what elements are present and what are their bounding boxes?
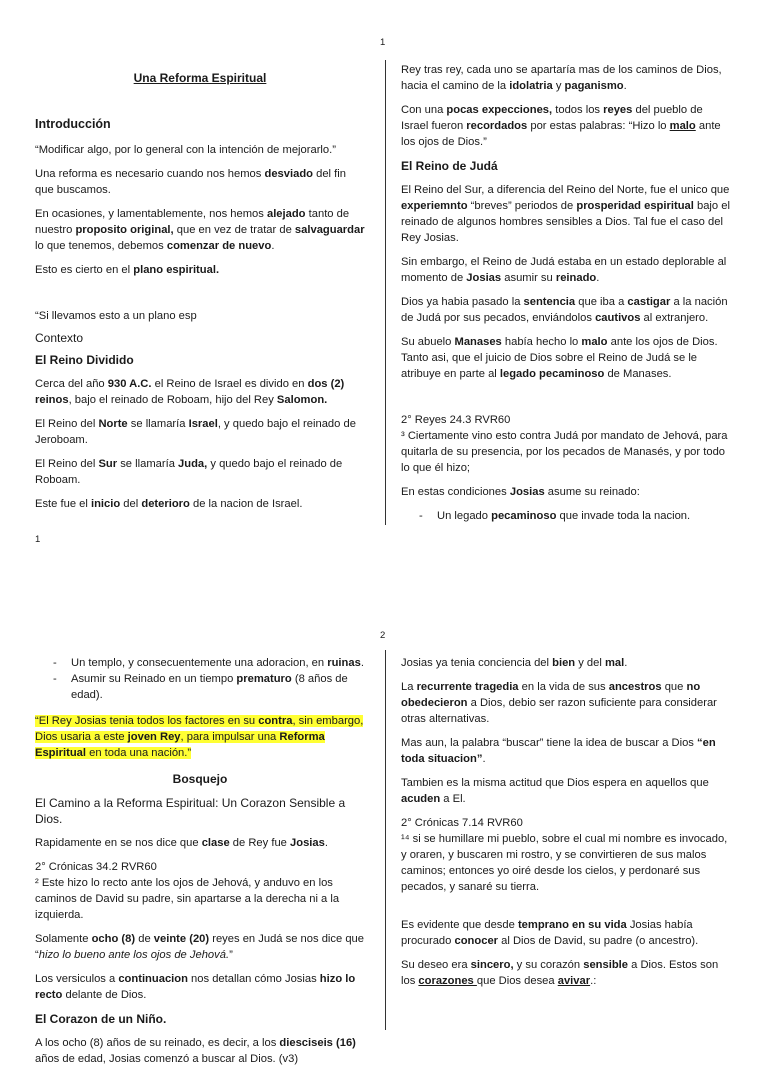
scripture-verse: ³ Ciertamente vino esto contra Judá por mandato de Jehová, para quitarla de su presencia, por los pecados de Manasés, y por todo lo que él hizo; [401, 430, 728, 474]
list-item: - Un legado pecaminoso que invade toda la nacion. [437, 508, 731, 524]
page-gap [0, 590, 768, 620]
scripture-verse: ¹⁴ si se humillare mi pueblo, sobre el cual mi nombre es invocado, y oraren, y buscaren mi rostro, y se convirtieren de sus malos caminos; entonces yo oiré desde los cielos, y perdonaré sus pecados, y sanaré su tierra. [401, 833, 728, 893]
bullet-list [401, 508, 731, 524]
paragraph: En ocasiones, y lamentablemente, nos hemos alejado tanto de nuestro proposito original, que en vez de tratar de salvaguardar lo que tenemos, debemos comenzar de nuevo. [35, 208, 365, 252]
paragraph: Este fue el inicio del deterioro de la nacion de Israel. [35, 498, 303, 510]
paragraph: Josias ya tenia conciencia del bien y del mal. [401, 657, 628, 669]
document-title: Una Reforma Espiritual [133, 71, 267, 85]
paragraph: En estas condiciones Josias asume su reinado: [401, 486, 640, 498]
column-divider [385, 650, 386, 1030]
paragraph: Sin embargo, el Reino de Judá estaba en un estado deplorable al momento de Josias asumir su reinado. [401, 256, 727, 284]
section-heading: El Camino a la Reforma Espiritual: Un Corazon Sensible a Dios. [35, 796, 346, 826]
kingdom-of-judah-heading: El Reino de Judá [401, 159, 498, 173]
scripture-verse: ² Este hizo lo recto ante los ojos de Jehová, y anduvo en los caminos de David su padre, sin apartarse a la derecha ni a la izquierda. [35, 877, 340, 921]
page-number-bottom: 1 [35, 534, 41, 545]
right-column [401, 62, 731, 532]
paragraph: Rapidamente en se nos dice que clase de Rey fue Josias. [35, 837, 328, 849]
paragraph: La recurrente tragedia en la vida de sus ancestros que no obedecieron a Dios, debio ser razon suficiente para considerar otras alternativas. [401, 681, 717, 725]
scripture-reference: 2° Crónicas 7.14 RVR60 [401, 817, 523, 829]
divided-kingdom-heading: El Reino Dividido [35, 353, 134, 367]
paragraph: Solamente ocho (8) de veinte (20) reyes en Judá se nos dice que “hizo lo bueno ante los ojos de Jehová.” [35, 933, 364, 961]
paragraph: El Reino del Sur se llamaría Juda, y quedo bajo el reinado de Roboam. [35, 458, 343, 486]
definition-quote: “Modificar algo, por lo general con la intención de mejorarlo.” [35, 144, 336, 156]
list-item: - Asumir su Reinado en un tiempo prematuro (8 años de edad). [71, 671, 365, 703]
paragraph: Con una pocas expecciones, todos los reyes del pueblo de Israel fueron recordados por estas palabras: “Hizo lo malo ante los ojos de Dios.” [401, 104, 721, 148]
paragraph: Tambien es la misma actitud que Dios espera en aquellos que acuden a El. [401, 777, 709, 805]
paragraph: Su abuelo Manases había hecho lo malo ante los ojos de Dios. Tanto asi, que el juicio de Dios sobre el Reino de Judá se le atribuye en parte al legado pecaminoso de Manases. [401, 336, 718, 380]
bullet-list [35, 655, 365, 703]
paragraph: “Si llevamos esto a un plano esp [35, 310, 197, 322]
paragraph: Los versiculos a continuacion nos detallan cómo Josias hizo lo recto delante de Dios. [35, 973, 356, 1001]
page-2 [0, 620, 768, 1065]
context-heading: Contexto [35, 331, 84, 345]
scripture-reference: 2° Reyes 24.3 RVR60 [401, 414, 511, 426]
childs-heart-heading: El Corazon de un Niño. [35, 1012, 167, 1026]
paragraph: Esto es cierto en el plano espiritual. [35, 264, 220, 276]
paragraph: Su deseo era sincero, y su corazón sensible a Dios. Estos son los corazones que Dios desea avivar.: [401, 959, 719, 987]
right-column [401, 655, 731, 997]
highlighted-quote: “El Rey Josias tenia todos los factores en su contra, sin embargo, Dios usaria a este joven Rey, para impulsar una Reforma Espiritual en toda una nación.” [35, 715, 364, 759]
left-column [35, 70, 365, 520]
paragraph: El Reino del Sur, a diferencia del Reino del Norte, fue el unico que experiemnto “breves” periodos de prosperidad espiritual bajo el reinado de algunos hombres sensibles a Dios. Tal fue el caso del Rey Josias. [401, 184, 730, 244]
paragraph: A los ocho (8) años de su reinado, es decir, a los diesciseis (16) años de edad, Josias comenzó a buscar al Dios. (v3) [35, 1037, 356, 1065]
paragraph: Rey tras rey, cada uno se apartaría mas de los caminos de Dios, hacia el camino de la idolatria y paganismo. [401, 64, 722, 92]
outline-heading: Bosquejo [172, 772, 228, 786]
page-number-top: 1 [380, 37, 386, 48]
page-number-top: 2 [380, 630, 386, 641]
paragraph: Es evidente que desde temprano en su vida Josias había procurado conocer al Dios de David, su padre (o ancestro). [401, 919, 699, 947]
intro-heading: Introducción [35, 117, 111, 131]
scripture-reference: 2° Crónicas 34.2 RVR60 [35, 861, 157, 873]
paragraph: Mas aun, la palabra “buscar” tiene la idea de buscar a Dios “en toda situacion”. [401, 737, 716, 765]
left-column [35, 655, 365, 1075]
column-divider [385, 60, 386, 525]
paragraph: Dios ya habia pasado la sentencia que iba a castigar a la nación de Judá por sus pecados, enviándolos cautivos al extranjero. [401, 296, 728, 324]
paragraph: Cerca del año 930 A.C. el Reino de Israel es divido en dos (2) reinos, bajo el reinado de Roboam, hijo del Rey Salomon. [35, 378, 345, 406]
list-item: - Un templo, y consecuentemente una adoracion, en ruinas. [71, 655, 365, 671]
paragraph: El Reino del Norte se llamaría Israel, y quedo bajo el reinado de Jeroboam. [35, 418, 356, 446]
paragraph: Una reforma es necesario cuando nos hemos desviado del fin que buscamos. [35, 168, 346, 196]
